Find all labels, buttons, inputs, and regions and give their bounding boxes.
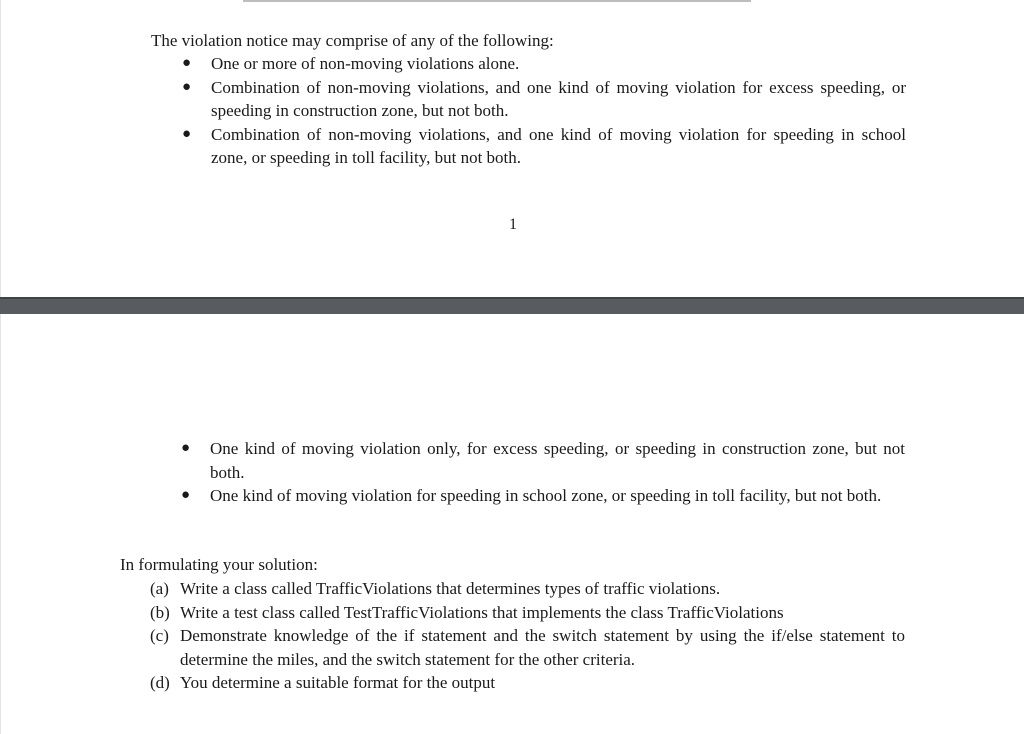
step-marker: (b) xyxy=(150,602,170,622)
list-item: ● Combination of non-moving violations, and one kind of moving violation for speeding in school zone, or speeding in toll facility, but not both. xyxy=(182,124,906,167)
list-item: ● One kind of moving violation only, for excess speeding, or speeding in construction zone, but not both. xyxy=(181,439,905,482)
bullet-icon: ● xyxy=(181,487,191,503)
step-text: Write a test class called TestTrafficViolations that implements the class TrafficViolations xyxy=(180,602,784,622)
step-text: You determine a suitable format for the output xyxy=(180,673,496,692)
step-text: Write a class called TrafficViolations that determines types of traffic violations. xyxy=(180,579,721,598)
solution-steps-list xyxy=(150,577,905,695)
bullet-icon: ● xyxy=(182,125,192,142)
formulating-heading: In formulating your solution: xyxy=(120,555,318,574)
violation-notice-list-continued xyxy=(181,437,905,508)
page-separator xyxy=(0,297,1024,314)
list-item xyxy=(150,601,905,625)
page-number: 1 xyxy=(509,216,517,233)
step-text: Demonstrate knowledge of the if statement and the switch statement by using the if/else statement to determine the miles, and the switch statement for the other criteria. xyxy=(180,626,905,669)
bullet-icon: ● xyxy=(181,440,191,456)
bullet-icon: ● xyxy=(182,55,192,71)
document-page-1 xyxy=(0,0,1024,297)
header-rule xyxy=(243,0,751,2)
bullet-icon: ● xyxy=(182,78,192,95)
list-item xyxy=(150,577,905,601)
list-item: ● One kind of moving violation for speeding in school zone, or speeding in toll facility, but not both. xyxy=(210,484,905,508)
list-item: ● One or more of non-moving violations alone. xyxy=(211,52,906,76)
violation-notice-intro: The violation notice may comprise of any of the following: xyxy=(151,31,554,50)
list-item xyxy=(150,671,905,695)
list-item: ● Combination of non-moving violations, and one kind of moving violation for excess speeding, or speeding in construction zone, but not both. xyxy=(182,77,906,120)
list-item xyxy=(150,624,905,671)
step-marker: (d) xyxy=(150,673,170,692)
step-marker: (a) xyxy=(150,579,169,598)
violation-notice-list xyxy=(182,52,906,170)
step-marker: (c) xyxy=(150,626,169,645)
